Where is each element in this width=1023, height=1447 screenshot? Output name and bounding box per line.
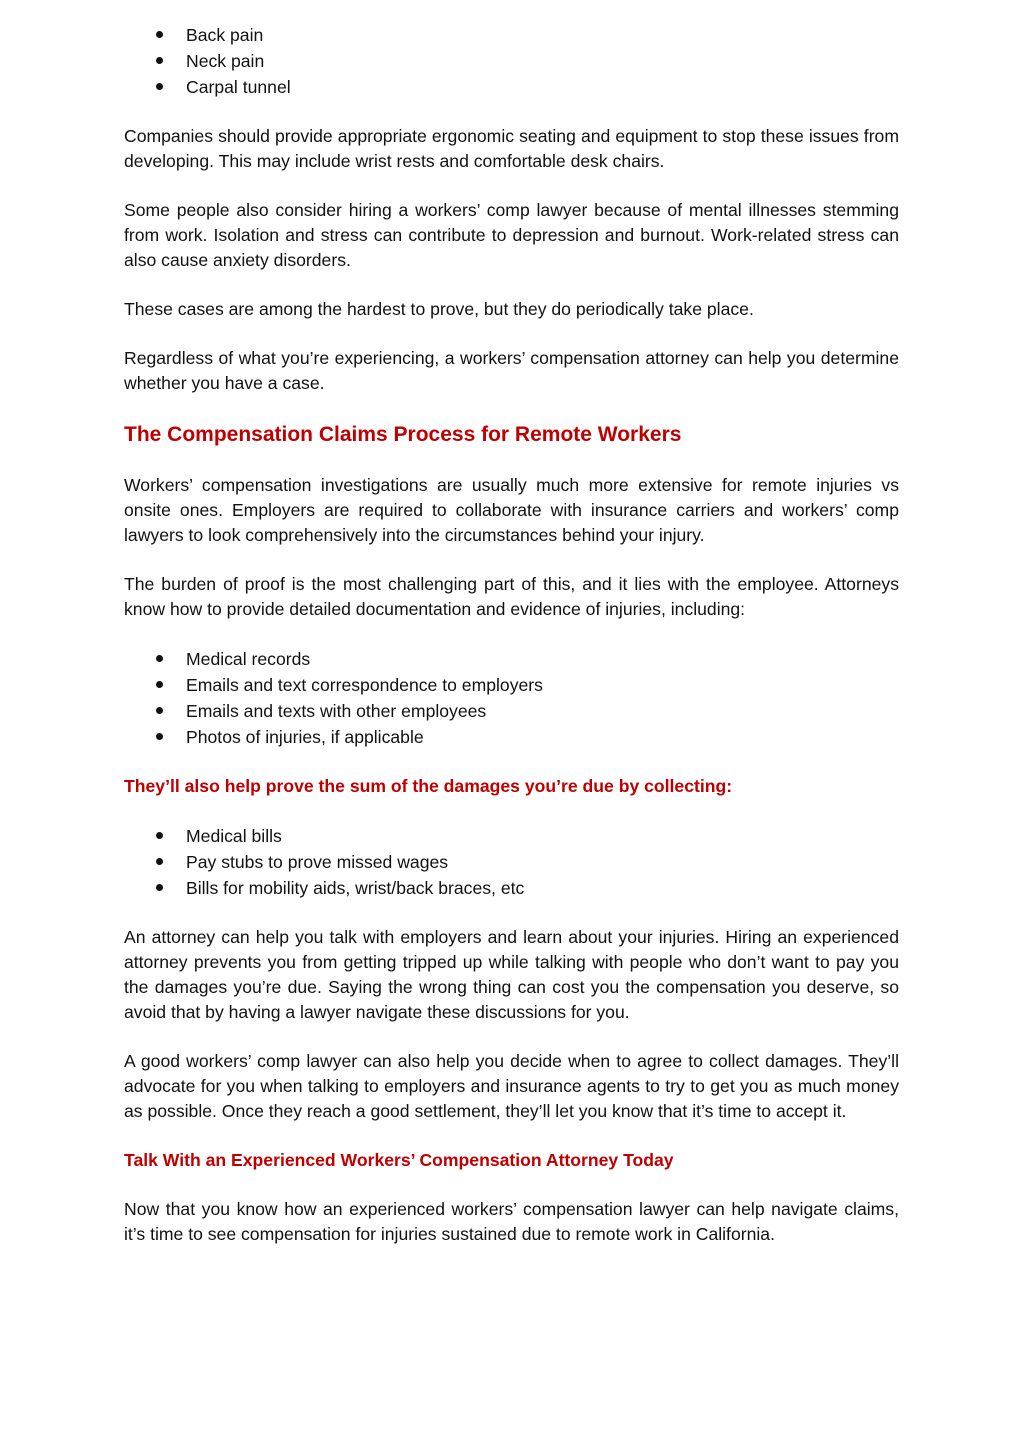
bullet-icon xyxy=(156,707,163,714)
bullet-icon xyxy=(156,31,163,38)
symptoms-list xyxy=(124,22,899,100)
list-item: Bills for mobility aids, wrist/back braces, etc xyxy=(124,875,899,901)
bullet-icon xyxy=(156,733,163,740)
list-item: Neck pain xyxy=(124,48,899,74)
paragraph-regardless: Regardless of what you’re experiencing, a workers’ compensation attorney can help you determine whether you have a case. xyxy=(124,348,899,393)
bullet-icon xyxy=(156,655,163,662)
paragraph-investigations: Workers’ compensation investigations are usually much more extensive for remote injuries vs onsite ones. Employers are required to collaborate with insurance carriers and workers’ comp lawyers to look comprehensively into the circumstances behind your injury. xyxy=(124,475,899,545)
subheading-talk-with-attorney: Talk With an Experienced Workers’ Compensation Attorney Today xyxy=(124,1150,674,1170)
evidence-list xyxy=(124,646,899,750)
list-item: Back pain xyxy=(124,22,899,48)
list-item: Medical bills xyxy=(124,823,899,849)
list-item: Photos of injuries, if applicable xyxy=(124,724,899,750)
bullet-icon xyxy=(156,858,163,865)
paragraph-mental-illness: Some people also consider hiring a workers’ comp lawyer because of mental illnesses stemming from work. Isolation and stress can contribute to depression and burnout. Work-related stress can also cause anxiety disorders. xyxy=(124,200,899,270)
damages-list xyxy=(124,823,899,901)
paragraph-good-lawyer: A good workers’ comp lawyer can also help you decide when to agree to collect damages. They’ll advocate for you when talking to employers and insurance agents to try to get you as much money as possible. Once they reach a good settlement, they’ll let you know that it’s time to accept it. xyxy=(124,1051,899,1121)
paragraph-closing: Now that you know how an experienced workers’ compensation lawyer can help navigate claims, it’s time to see compensation for injuries sustained due to remote work in California. xyxy=(124,1199,899,1244)
bullet-icon xyxy=(156,832,163,839)
paragraph-burden-of-proof: The burden of proof is the most challenging part of this, and it lies with the employee. Attorneys know how to provide detailed documentation and evidence of injuries, including: xyxy=(124,574,899,619)
paragraph-hardest-cases: These cases are among the hardest to prove, but they do periodically take place. xyxy=(124,299,754,319)
paragraph-ergonomic: Companies should provide appropriate ergonomic seating and equipment to stop these issues from developing. This may include wrist rests and comfortable desk chairs. xyxy=(124,126,899,171)
list-item: Emails and texts with other employees xyxy=(124,698,899,724)
document-page xyxy=(124,22,899,1271)
subheading-damages: They’ll also help prove the sum of the damages you’re due by collecting: xyxy=(124,776,733,796)
list-item: Emails and text correspondence to employers xyxy=(124,672,899,698)
list-item: Pay stubs to prove missed wages xyxy=(124,849,899,875)
bullet-icon xyxy=(156,83,163,90)
bullet-icon xyxy=(156,57,163,64)
paragraph-attorney-help: An attorney can help you talk with employers and learn about your injuries. Hiring an experienced attorney prevents you from getting tripped up while talking with people who don’t want to pay you the damages you’re due. Saying the wrong thing can cost you the compensation you deserve, so avoid that by having a lawyer navigate these discussions for you. xyxy=(124,927,899,1022)
section-heading-claims-process: The Compensation Claims Process for Remote Workers xyxy=(124,423,682,446)
list-item: Medical records xyxy=(124,646,899,672)
list-item: Carpal tunnel xyxy=(124,74,899,100)
bullet-icon xyxy=(156,884,163,891)
bullet-icon xyxy=(156,681,163,688)
